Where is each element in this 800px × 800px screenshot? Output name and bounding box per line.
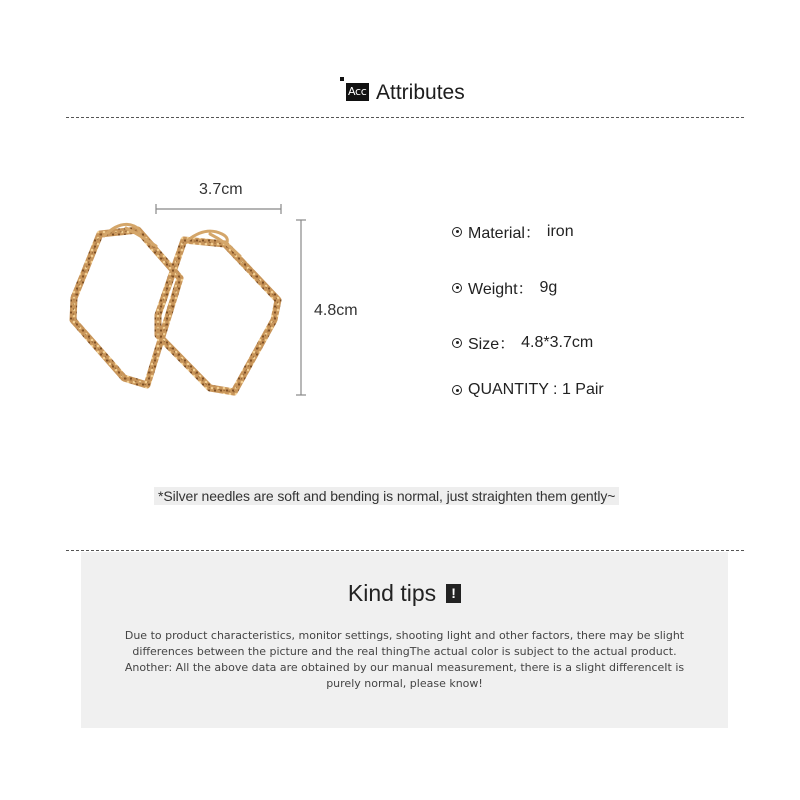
- care-note: *Silver needles are soft and bending is normal, just straighten them gently~: [154, 487, 619, 505]
- height-dimension-line: [296, 220, 306, 395]
- height-label: 4.8cm: [314, 302, 358, 319]
- tips-line: differences between the picture and the real thingThe actual color is subject to the actual product.: [132, 645, 677, 658]
- tips-heading: [81, 580, 728, 607]
- bullet-icon: [452, 385, 462, 395]
- tips-text: [111, 628, 698, 692]
- earring-image: [60, 170, 390, 420]
- bullet-icon: [452, 227, 462, 237]
- top-divider: [66, 117, 744, 118]
- attribute-value: 4.8*3.7cm: [521, 333, 594, 351]
- section-title: Attributes: [376, 81, 465, 104]
- attribute-quantity: [452, 381, 604, 399]
- exclamation-icon: !: [446, 584, 461, 603]
- attribute-weight: [452, 276, 557, 299]
- attribute-label: Weight：: [468, 281, 534, 298]
- attribute-label: Material：: [468, 225, 541, 242]
- width-dimension-line: [156, 204, 281, 214]
- attribute-value: iron: [546, 222, 574, 240]
- header-badge: Acc: [346, 83, 369, 101]
- bullet-icon: [452, 338, 462, 348]
- attribute-label: QUANTITY : 1 Pair: [468, 381, 604, 398]
- header-mark: [340, 77, 344, 81]
- right-hoop: [158, 240, 278, 392]
- attribute-value: 9g: [539, 278, 558, 296]
- kind-tips-panel: [81, 552, 728, 728]
- width-label: 3.7cm: [199, 181, 243, 198]
- tips-line: Another: All the above data are obtained by our manual measurement, there is a slight differenceIt is: [124, 661, 685, 674]
- attribute-size: [452, 331, 593, 354]
- bullet-icon: [452, 283, 462, 293]
- tips-title: Kind tips: [347, 580, 437, 606]
- bottom-divider: [66, 550, 744, 551]
- attribute-material: [452, 220, 574, 243]
- attribute-label: Size：: [468, 336, 516, 353]
- tips-line: purely normal, please know!: [326, 677, 483, 690]
- tips-line: Due to product characteristics, monitor settings, shooting light and other factors, there may be slight: [124, 629, 685, 642]
